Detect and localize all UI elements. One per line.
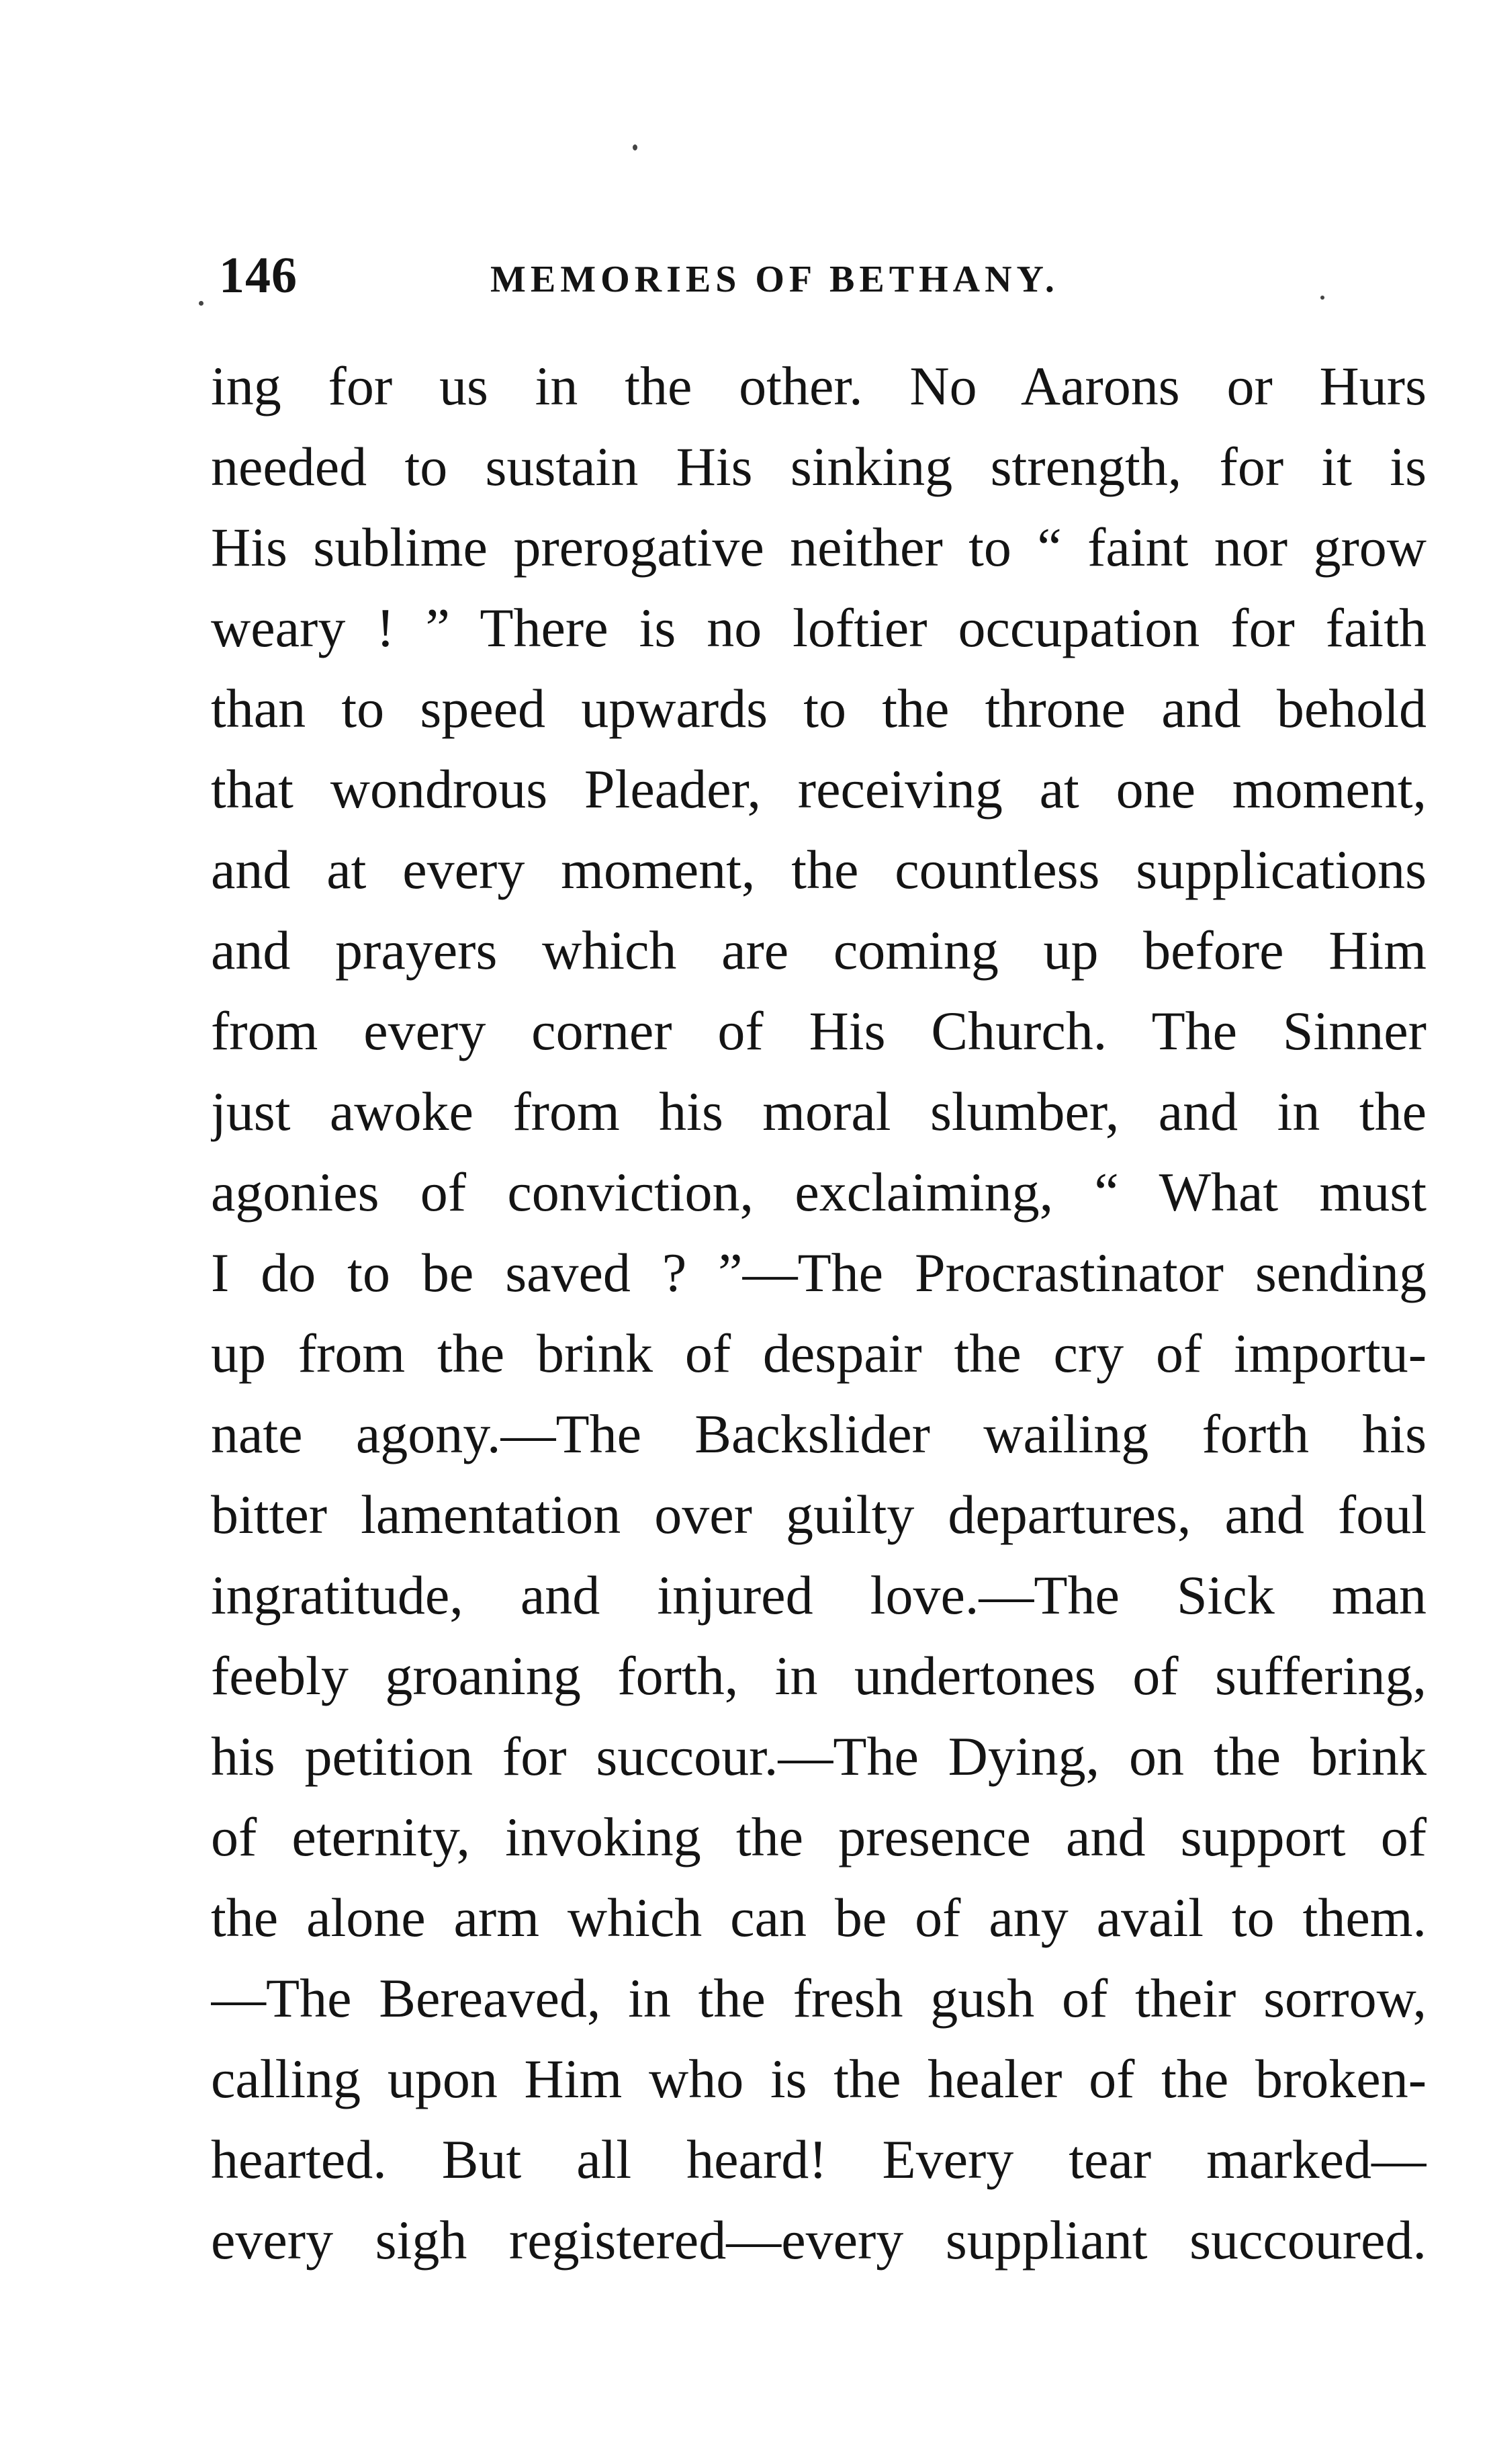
page-number: 146 [219, 247, 298, 304]
text-line: feebly groaning forth, in undertones of suffering, [211, 1645, 1427, 1706]
body-text [211, 346, 1427, 2281]
text-line: His sublime prerogative neither to “ faint nor grow [211, 517, 1427, 578]
text-line: just awoke from his moral slumber, and in the [211, 1081, 1427, 1142]
text-line: hearted. But all heard! Every tear marked— [211, 2129, 1427, 2190]
print-speck [633, 144, 637, 150]
text-line: and prayers which are coming up before Him [211, 920, 1427, 981]
text-line: calling upon Him who is the healer of the broken- [211, 2048, 1427, 2109]
text-line: weary ! ” There is no loftier occupation for faith [211, 597, 1427, 658]
text-line: bitter lamentation over guilty departures, and foul [211, 1484, 1427, 1545]
text-line: agonies of conviction, exclaiming, “ What must [211, 1161, 1427, 1223]
text-line: nate agony.—The Backslider wailing forth his [211, 1403, 1427, 1464]
text-line: the alone arm which can be of any avail to them. [211, 1887, 1427, 1948]
text-line: up from the brink of despair the cry of importu- [211, 1323, 1427, 1384]
print-speck [199, 301, 204, 306]
text-line: —The Bereaved, in the fresh gush of their sorrow, [211, 1968, 1427, 2029]
text-line: his petition for succour.—The Dying, on the brink [211, 1726, 1427, 1787]
text-line: every sigh registered—every suppliant succoured. [211, 2209, 1427, 2271]
text-line: than to speed upwards to the throne and behold [211, 678, 1427, 739]
text-line: needed to sustain His sinking strength, for it is [211, 436, 1427, 497]
text-line: ingratitude, and injured love.—The Sick man [211, 1565, 1427, 1626]
text-line: of eternity, invoking the presence and support of [211, 1806, 1427, 1867]
text-line: ing for us in the other. No Aarons or Hurs [211, 355, 1427, 416]
running-title: MEMORIES OF BETHANY. [490, 259, 1059, 300]
text-line: and at every moment, the countless supplications [211, 839, 1427, 900]
running-header [208, 238, 1424, 312]
text-line: from every corner of His Church. The Sinner [211, 1000, 1427, 1061]
text-line: I do to be saved ? ”—The Procrastinator sending [211, 1242, 1427, 1303]
text-line: that wondrous Pleader, receiving at one moment, [211, 758, 1427, 820]
